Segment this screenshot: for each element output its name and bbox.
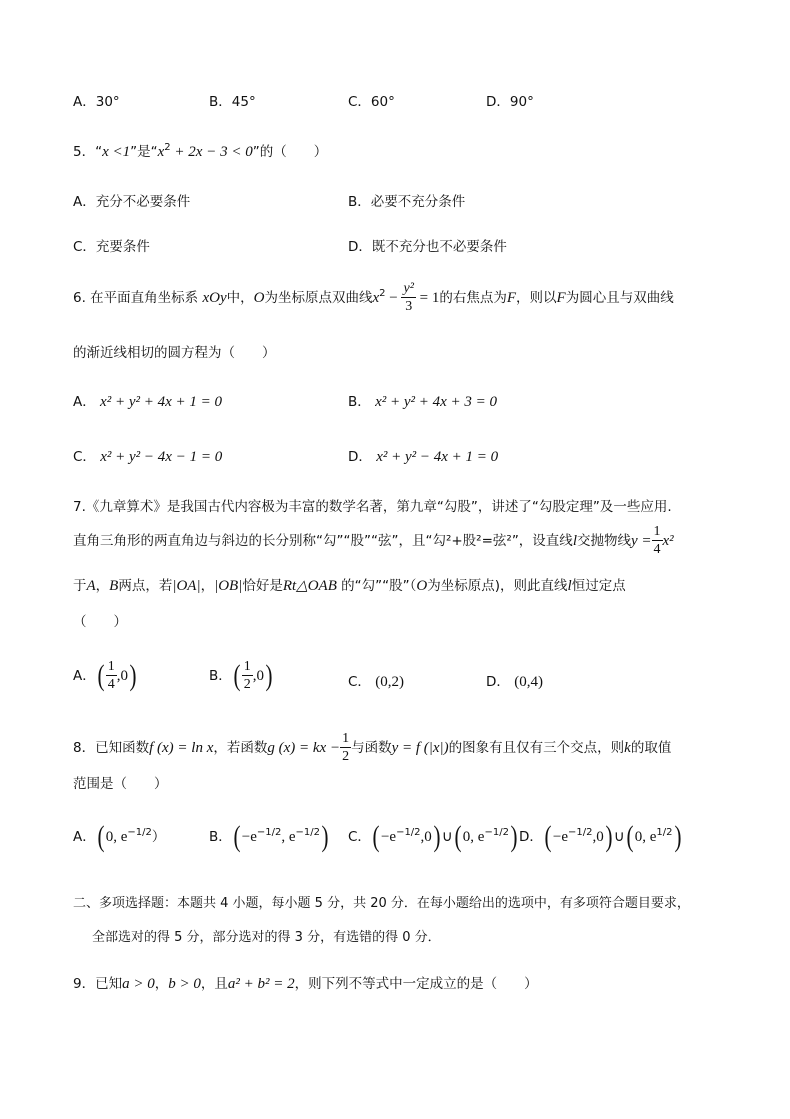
q6-opt-b-label: B．: [348, 394, 371, 410]
q8-opt-d-body1: −e: [552, 829, 569, 845]
q7-text-h: 的“勾”“股”（: [336, 578, 417, 594]
q6-text-a: 6. 在平面直角坐标系: [73, 290, 199, 306]
q8-opt-c-lparen2: (: [454, 820, 462, 853]
q8-opt-b-lparen: (: [233, 820, 241, 853]
q6-text-d: 的右焦点为: [439, 290, 507, 306]
q9-cond1: a > 0: [122, 976, 155, 992]
q6-opt-c-label: C．: [73, 449, 96, 465]
q8-opt-b-rparen: ): [321, 820, 329, 853]
q7-opt-a-lparen: (: [97, 659, 105, 692]
q7-frac-num: 1: [653, 524, 661, 539]
q8-opt-d-rparen2: ): [674, 820, 682, 853]
q6-minus: −: [385, 290, 402, 306]
q7-opt-b-tail: ,0: [252, 668, 265, 684]
section2-heading-line2: 全部选对的得 5 分，部分选对的得 3 分，有选错的得 0 分．: [92, 930, 441, 945]
q9-text-c: ，且: [200, 976, 228, 992]
q9-text-a: 9．已知: [73, 976, 123, 992]
q7-option-a: [73, 660, 138, 692]
q9-text-d: ，则下列不等式中一定成立的是（ ）: [294, 976, 538, 992]
q6-opt-d-label: D．: [348, 449, 372, 465]
q6-frac-den: 3: [405, 299, 413, 314]
q7-opt-a-num: 1: [107, 659, 115, 674]
q5-cond2-x: x: [157, 144, 165, 160]
q8-opt-c-lparen1: (: [372, 820, 380, 853]
q8-option-d: [519, 822, 683, 852]
q8-f-def: f (x) = ln x: [149, 740, 214, 756]
q6-opt-a-eq: x² + y² + 4x + 1 = 0: [100, 394, 223, 410]
q7-text-c: 于: [73, 578, 87, 594]
q7-opt-a-tail: ,0: [116, 668, 128, 684]
q5-option-c: C．充要条件: [73, 239, 150, 255]
q8-opt-d-exp1: −1/2: [568, 827, 593, 838]
q6-opt-b-eq: x² + y² + 4x + 3 = 0: [375, 394, 498, 410]
q7-opt-b-den: 2: [243, 677, 251, 692]
q8-frac-den: 2: [342, 749, 350, 764]
q5-option-b: B．必要不充分条件: [348, 194, 466, 210]
q7-text-i: 为坐标原点)，则此直线: [427, 578, 568, 594]
q5-cond1: x <1: [102, 144, 131, 160]
q7-text-d: ，: [95, 578, 110, 594]
q7-opt-c-label: C．: [348, 674, 371, 690]
q7-stem-line4: （ ）: [73, 614, 127, 630]
q8-opt-b-body1: −e: [241, 829, 257, 845]
q7-text-e: 两点，若: [118, 578, 173, 594]
q8-text-c: 与函数: [351, 740, 392, 756]
q8-opt-d-rparen1: ): [605, 820, 613, 853]
q6-text-e: ，则以: [516, 290, 557, 306]
q5-stem-prefix: 5．“: [73, 144, 103, 160]
q5-cond2-rest: + 2x − 3 < 0: [170, 144, 253, 160]
q8-text-d: 的图象有且仅有三个交点，则: [448, 740, 625, 756]
q8-k: k: [624, 740, 631, 756]
q8-opt-c-exp1: −1/2: [396, 827, 421, 838]
q8-opt-c-body2: ,0: [420, 829, 432, 845]
q8-option-c: [348, 822, 519, 852]
q7-stem-line2: [73, 525, 674, 557]
q8-opt-d-exp2: 1/2: [656, 827, 673, 838]
q8-opt-a-body: 0, e: [105, 829, 128, 845]
q7-opt-b-lparen: (: [233, 659, 241, 692]
q8-opt-c-body1: −e: [380, 829, 397, 845]
q8-frac-num: 1: [342, 731, 350, 746]
q8-text-e: 的取值: [630, 740, 672, 756]
q7-text-g: 恰好是: [242, 578, 283, 594]
q4-option-a: A．30°: [73, 94, 120, 110]
q6-opt-d-eq: x² + y² − 4x + 1 = 0: [376, 449, 499, 465]
q6-eq: = 1: [415, 290, 440, 306]
q8-opt-d-lparen1: (: [544, 820, 552, 853]
q8-opt-a-lparen: (: [97, 820, 105, 853]
q8-opt-d-body3: 0, e: [634, 829, 657, 845]
q8-text-b: ，若函数: [213, 740, 268, 756]
q8-opt-d-lparen2: (: [626, 820, 634, 853]
q8-opt-c-label: C．: [348, 829, 371, 845]
q8-y-def: y = f (|x|): [391, 740, 449, 756]
q8-opt-a-label: A．: [73, 829, 96, 845]
q5-mid: ”是“: [130, 144, 158, 160]
q8-opt-d-body2: ,0: [592, 829, 604, 845]
q8-opt-b-exp1: −1/2: [256, 827, 282, 838]
q6-text-c: 为坐标原点双曲线: [264, 290, 373, 306]
q6-opt-c-eq: x² + y² − 4x − 1 = 0: [100, 449, 223, 465]
q8-stem-line2: 范围是（ ）: [73, 776, 168, 792]
q7-text-j: 恒过定点: [571, 578, 626, 594]
q7-opt-a-den: 4: [107, 677, 115, 692]
q7-text-a: 直角三角形的两直角边与斜边的长分别称“勾”“股”“弦”，且“勾²+股²=弦²”，设直线: [73, 533, 573, 549]
q6-stem-line2: 的渐近线相切的圆方程为（ ）: [73, 345, 276, 361]
q5-stem-suffix: ”的（ ）: [252, 144, 328, 160]
q7-opt-a-label: A．: [73, 668, 96, 684]
q8-opt-c-rparen2: ): [510, 820, 518, 853]
q7-stem-line3: [73, 574, 626, 595]
q8-opt-a-exp: −1/2: [127, 827, 152, 838]
q7-text-b: 交抛物线: [576, 533, 631, 549]
q7-option-d: [486, 670, 543, 691]
q7-oa: |OA|: [172, 578, 201, 594]
q7-opt-c-point: (0,2): [375, 674, 404, 690]
q6-option-a: [73, 390, 222, 411]
q6-focus-f2: F: [556, 290, 566, 306]
q7-y-eq: y =: [630, 533, 652, 549]
q6-opt-a-label: A．: [73, 394, 96, 410]
q8-opt-c-exp2: −1/2: [484, 827, 509, 838]
q9-cond2: b > 0: [168, 976, 201, 992]
q7-opt-b-num: 1: [243, 659, 251, 674]
q8-text-a: 8．已知函数: [73, 740, 150, 756]
q8-opt-d-union: ∪: [613, 829, 625, 845]
q7-opt-b-label: B．: [209, 668, 232, 684]
q6-focus-f: F: [506, 290, 517, 306]
q7-opt-b-frac: [242, 660, 253, 692]
q7-stem-line1: 7.《九章算术》是我国古代内容极为丰富的数学名著，第九章“勾股”，讲述了“勾股定理”及一些应用.: [73, 499, 672, 515]
q6-x: x: [372, 290, 380, 306]
q6-option-c: [73, 445, 222, 466]
q6-option-d: [348, 445, 498, 466]
q8-opt-b-exp2: −1/2: [295, 827, 321, 838]
q7-line-l: l: [572, 533, 577, 549]
q7-opt-a-rparen: ): [129, 659, 137, 692]
q7-fraction: [652, 525, 663, 557]
q7-ob: |OB|: [214, 578, 243, 594]
q9-cond3: a² + b² = 2: [227, 976, 295, 992]
q5-option-d: D．既不充分也不必要条件: [348, 239, 507, 255]
q7-opt-b-rparen: ): [265, 659, 273, 692]
q7-opt-a-frac: [106, 660, 117, 692]
q7-triangle: Rt△OAB: [282, 578, 337, 594]
q8-opt-c-rparen1: ): [433, 820, 441, 853]
q6-frac-num: y²: [403, 281, 414, 296]
q7-x2: x²: [662, 533, 674, 549]
section2-heading-line1: 二、多项选择题：本题共 4 小题，每小题 5 分，共 20 分．在每小题给出的选项中，有多项符合题目要求，: [73, 896, 690, 911]
q7-opt-d-point: (0,4): [514, 674, 543, 690]
q6-stem-line1: [73, 282, 674, 314]
q8-opt-c-body3: 0, e: [462, 829, 485, 845]
q6-origin: O: [253, 290, 265, 306]
q4-option-c: C．60°: [348, 94, 395, 110]
q7-text-f: ，: [200, 578, 215, 594]
q6-x-exp: 2: [379, 288, 386, 299]
q6-xoy: xOy: [202, 290, 227, 306]
q6-text-b: 中，: [226, 290, 254, 306]
q8-opt-b-label: B．: [209, 829, 232, 845]
q6-option-b: [348, 390, 497, 411]
q7-opt-d-label: D．: [486, 674, 510, 690]
q8-fraction: [340, 732, 351, 764]
q8-opt-c-union: ∪: [441, 829, 453, 845]
q6-text-g: 为圆心且与双曲线: [565, 290, 674, 306]
q7-option-b: [209, 660, 274, 692]
q4-option-b: B．45°: [209, 94, 256, 110]
q4-option-d: D．90°: [486, 94, 534, 110]
q7-frac-den: 4: [653, 542, 661, 557]
q7-origin: O: [416, 578, 428, 594]
q7-point-b: B: [109, 578, 119, 594]
q7-option-c: [348, 670, 404, 691]
q8-opt-a-tail: ）: [151, 829, 166, 845]
q8-opt-b-body2: , e: [281, 829, 296, 845]
q8-stem-line1: [73, 732, 671, 764]
q5-cond2-exp: 2: [164, 142, 171, 153]
q8-option-b: [209, 822, 330, 852]
q8-opt-d-label: D．: [519, 829, 543, 845]
q6-fraction: [401, 282, 415, 314]
q8-option-a: [73, 822, 165, 852]
q7-point-a: A: [86, 578, 96, 594]
q9-text-b: ，: [154, 976, 169, 992]
q9-stem: [73, 972, 538, 993]
q7-line-l2: l: [567, 578, 572, 594]
q5-option-a: A．充分不必要条件: [73, 194, 191, 210]
q5-stem: [73, 140, 327, 161]
q8-g-def: g (x) = kx −: [267, 740, 341, 756]
